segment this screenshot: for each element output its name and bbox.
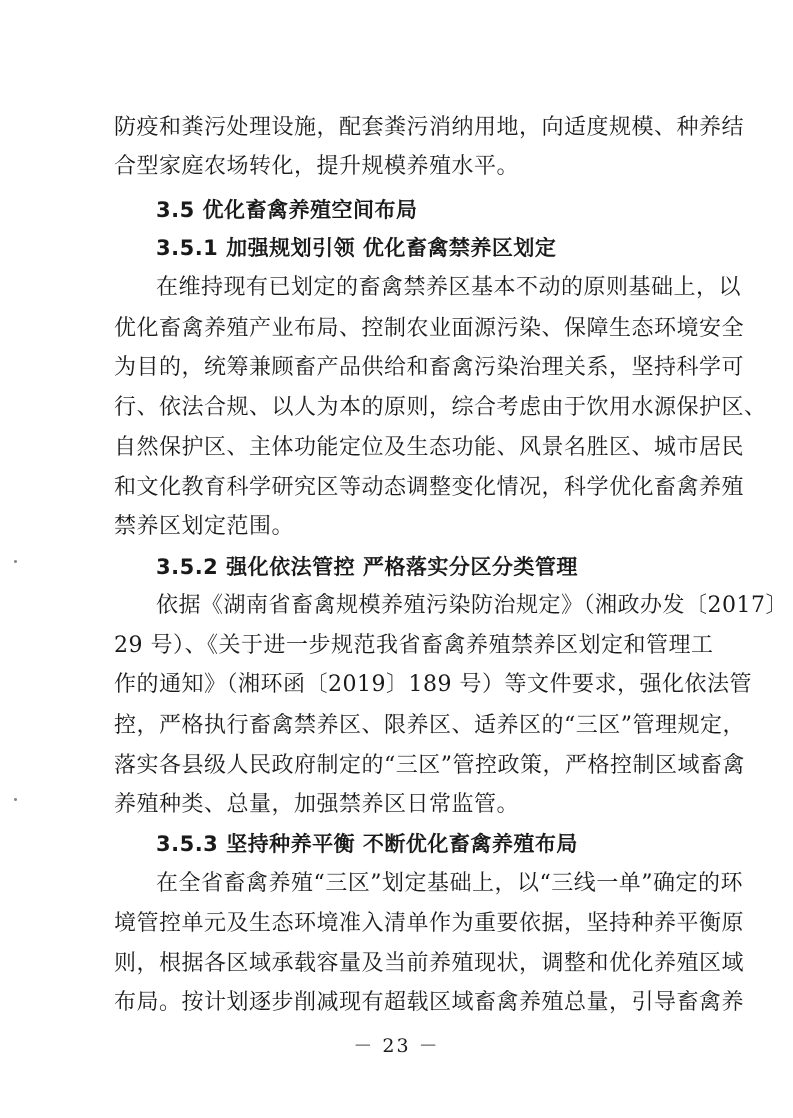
subsection-heading-3-5-3: 3.5.3 坚持种养平衡 不断优化畜禽养殖布局 — [156, 832, 578, 856]
paragraph-line: 作的通知》（湘环函〔2019〕189 号）等文件要求，强化依法管 — [114, 672, 752, 697]
paragraph-line: 合型家庭农场转化，提升规模养殖水平。 — [114, 154, 520, 179]
paragraph-line: 和文化教育科学研究区等动态调整变化情况，科学优化畜禽养殖 — [114, 475, 745, 500]
paragraph-line: 在维持现有已划定的畜禽禁养区基本不动的原则基础上，以 — [156, 275, 742, 300]
paragraph-line: 行、依法合规、以人为本的原则，综合考虑由于饮用水源保护区、 — [114, 395, 767, 420]
paragraph-line: 境管控单元及生态环境准入清单作为重要依据，坚持种养平衡原 — [114, 911, 745, 936]
subsection-heading-3-5-1: 3.5.1 加强规划引领 优化畜禽禁养区划定 — [156, 236, 557, 260]
subsection-heading-3-5-2: 3.5.2 强化依法管控 严格落实分区分类管理 — [156, 555, 578, 579]
paragraph-line: 禁养区划定范围。 — [114, 514, 295, 539]
scan-artifact-dot — [14, 798, 17, 801]
page-number: － 23 － — [353, 1035, 440, 1057]
paragraph-line: 自然保护区、主体功能定位及生态功能、风景名胜区、城市居民 — [114, 435, 745, 460]
paragraph-line: 依据《湖南省畜禽规模养殖污染防治规定》（湘政办发〔2017〕 — [156, 593, 788, 618]
paragraph-line: 则，根据各区域承载容量及当前养殖现状，调整和优化养殖区域 — [114, 951, 745, 976]
paragraph-line: 防疫和粪污处理设施，配套粪污消纳用地，向适度规模、种养结 — [114, 115, 745, 140]
scan-artifact-dot — [14, 560, 17, 563]
paragraph-line: 优化畜禽养殖产业布局、控制农业面源污染、保障生态环境安全 — [114, 316, 745, 341]
paragraph-line: 29 号）、《关于进一步规范我省畜禽养殖禁养区划定和管理工 — [114, 633, 714, 658]
paragraph-line: 落实各县级人民政府制定的“三区”管控政策，严格控制区域畜禽 — [114, 753, 745, 778]
paragraph-line: 养殖种类、总量，加强禁养区日常监管。 — [114, 792, 520, 817]
paragraph-line: 在全省畜禽养殖“三区”划定基础上，以“三线一单”确定的环 — [156, 871, 743, 896]
section-heading-3-5: 3.5 优化畜禽养殖空间布局 — [156, 198, 418, 222]
paragraph-line: 控，严格执行畜禽禁养区、限养区、适养区的“三区”管理规定， — [114, 713, 745, 738]
paragraph-line: 布局。按计划逐步削减现有超载区域畜禽养殖总量，引导畜禽养 — [114, 990, 745, 1015]
paragraph-line: 为目的，统筹兼顾畜产品供给和畜禽污染治理关系，坚持科学可 — [114, 355, 745, 380]
